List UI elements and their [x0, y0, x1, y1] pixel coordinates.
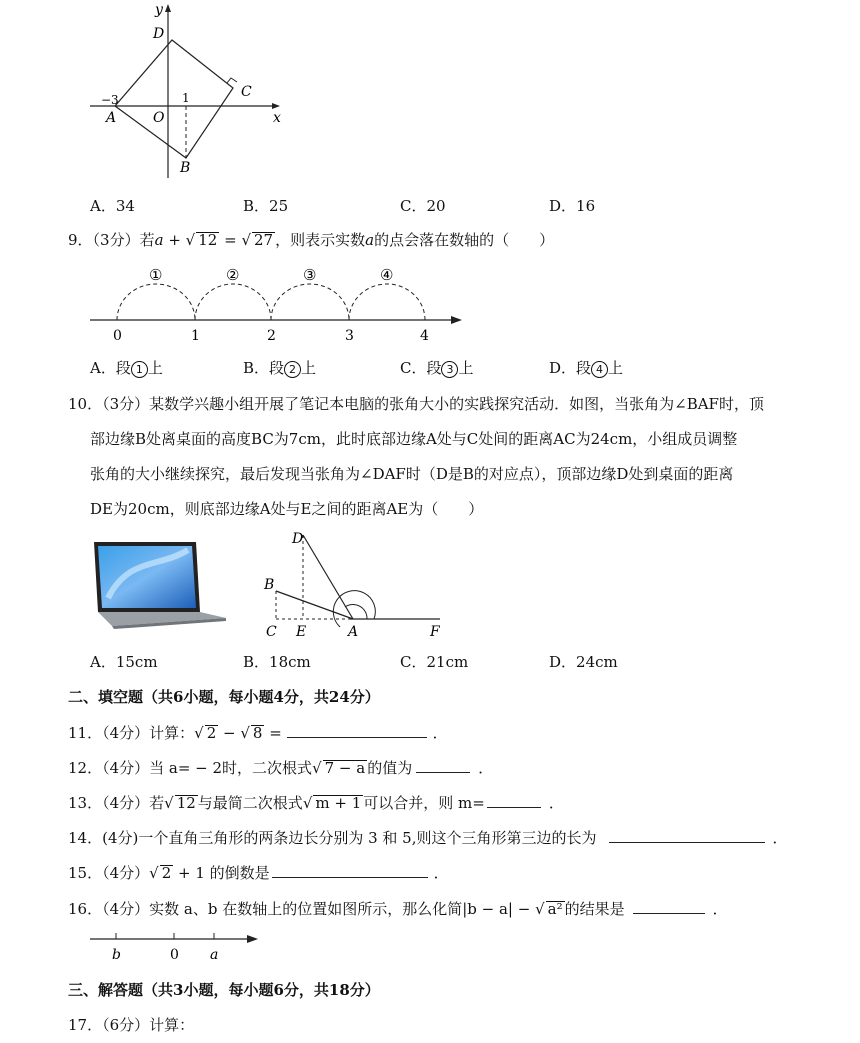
question-10-line-4: DE为20cm，则底部边缘A处与E之间的距离AE为（ ）: [90, 500, 484, 518]
q10-option-d[interactable]: D．24cm: [549, 653, 618, 671]
tick-2: 2: [267, 328, 276, 344]
q10-option-a[interactable]: A．15cm: [90, 653, 158, 671]
arc-3: [271, 284, 349, 320]
label-neg3: −3: [101, 93, 119, 107]
question-11: 11．（4分）计算：√ 2 − √ 8 = ．: [68, 724, 448, 742]
seg-label-1: ①: [149, 266, 163, 284]
quadrilateral-ADCB: [115, 40, 233, 158]
seg-label-2: ②: [226, 266, 240, 284]
angle-arc-large: [333, 591, 375, 627]
y-axis-arrow: [165, 4, 171, 12]
question-9: 9．（3分）若a + √ 12 = √ 27 ，则表示实数a的点会落在数轴的（ ）: [68, 231, 555, 249]
question-12: 12．（4分）当 a= − 2时，二次根式√ 7 − a 的值为 ．: [68, 759, 494, 777]
arc-1: [117, 284, 195, 320]
label-y: y: [155, 2, 163, 18]
q10-option-c[interactable]: C．21cm: [400, 653, 469, 671]
question-14: 14．(4分)一个直角三角形的两条边长分别为 3 和 5,则这个三角形第三边的长为 ．: [68, 829, 788, 847]
label-A: A: [348, 624, 359, 640]
tick-0: 0: [113, 328, 122, 344]
q12-answer-blank[interactable]: [416, 758, 470, 773]
label-F: F: [430, 624, 440, 640]
seg-label-3: ③: [303, 266, 317, 284]
q9-number-line-figure: [85, 258, 470, 348]
label-O: O: [153, 110, 165, 126]
right-angle-mark: [227, 78, 237, 83]
laptop-picture: [88, 538, 230, 630]
x-axis-arrow: [272, 103, 280, 109]
arc-4: [349, 284, 425, 320]
q9-option-c[interactable]: C．段 3 上: [400, 359, 474, 377]
q8-option-d[interactable]: D．16: [549, 197, 596, 215]
q9-option-a[interactable]: A．段 1 上: [90, 359, 163, 377]
number-line-arrow: [451, 316, 462, 324]
question-16: 16．（4分）实数 a、b 在数轴上的位置如图所示，那么化简|b − a| − √ a² 的结果是 ．: [68, 900, 728, 918]
seg-label-4: ④: [380, 266, 394, 284]
q9-option-b[interactable]: B．段 2 上: [243, 359, 317, 377]
q15-answer-blank[interactable]: [272, 863, 428, 878]
label-C: C: [266, 624, 277, 640]
q16-answer-blank[interactable]: [633, 899, 705, 914]
question-13: 13．（4分）若√ 12 与最简二次根式√ m + 1 可以合并，则 m= ．: [68, 794, 564, 812]
q8-coordinate-figure: [85, 0, 300, 180]
label-E: E: [296, 624, 307, 640]
question-15: 15．（4分）√ 2 + 1 的倒数是 ．: [68, 864, 449, 882]
q8-option-b[interactable]: B．25: [243, 197, 289, 215]
question-10-line-3: 张角的大小继续探究，最后发现当张角为∠DAF时（D是B的对应点），顶部边缘D处到桌面的距离: [90, 465, 734, 483]
question-17: 17．（6分）计算：: [68, 1016, 195, 1034]
q14-answer-blank[interactable]: [609, 828, 765, 843]
label-B: B: [264, 577, 275, 593]
label-x: x: [273, 110, 281, 126]
q10-angle-figure: [255, 525, 455, 643]
q8-option-c[interactable]: C．20: [400, 197, 446, 215]
label-0: 0: [170, 947, 179, 963]
label-a: a: [210, 947, 219, 963]
tick-1: 1: [191, 328, 200, 344]
q13-answer-blank[interactable]: [487, 793, 541, 808]
section-answer-heading: 三、解答题（共3小题，每小题6分，共18分）: [68, 981, 380, 999]
tick-3: 3: [345, 328, 354, 344]
label-B: B: [180, 160, 191, 176]
label-D: D: [153, 26, 165, 42]
arc-2: [195, 284, 271, 320]
question-10-line-1: 10．（3分）某数学兴趣小组开展了笔记本电脑的张角大小的实践探究活动．如图，当张角为∠BAF时，顶: [68, 395, 764, 413]
q9-option-d[interactable]: D．段 4 上: [549, 359, 624, 377]
q11-answer-blank[interactable]: [287, 723, 427, 738]
q8-option-a[interactable]: A．34: [90, 197, 135, 215]
label-A: A: [106, 110, 117, 126]
question-10-line-2: 部边缘B处离桌面的高度BC为7cm，此时底部边缘A处与C处间的距离AC为24cm，小组成员调整: [90, 430, 738, 448]
q10-option-b[interactable]: B．18cm: [243, 653, 311, 671]
section-fill-in-heading: 二、填空题（共6小题，每小题4分，共24分）: [68, 688, 380, 706]
tick-4: 4: [420, 328, 429, 344]
label-b: b: [112, 947, 121, 963]
q16-number-line-figure: [88, 928, 268, 964]
number-line-arrow: [247, 935, 258, 943]
label-C: C: [241, 84, 252, 100]
label-D: D: [292, 531, 304, 547]
label-1: 1: [182, 91, 190, 105]
